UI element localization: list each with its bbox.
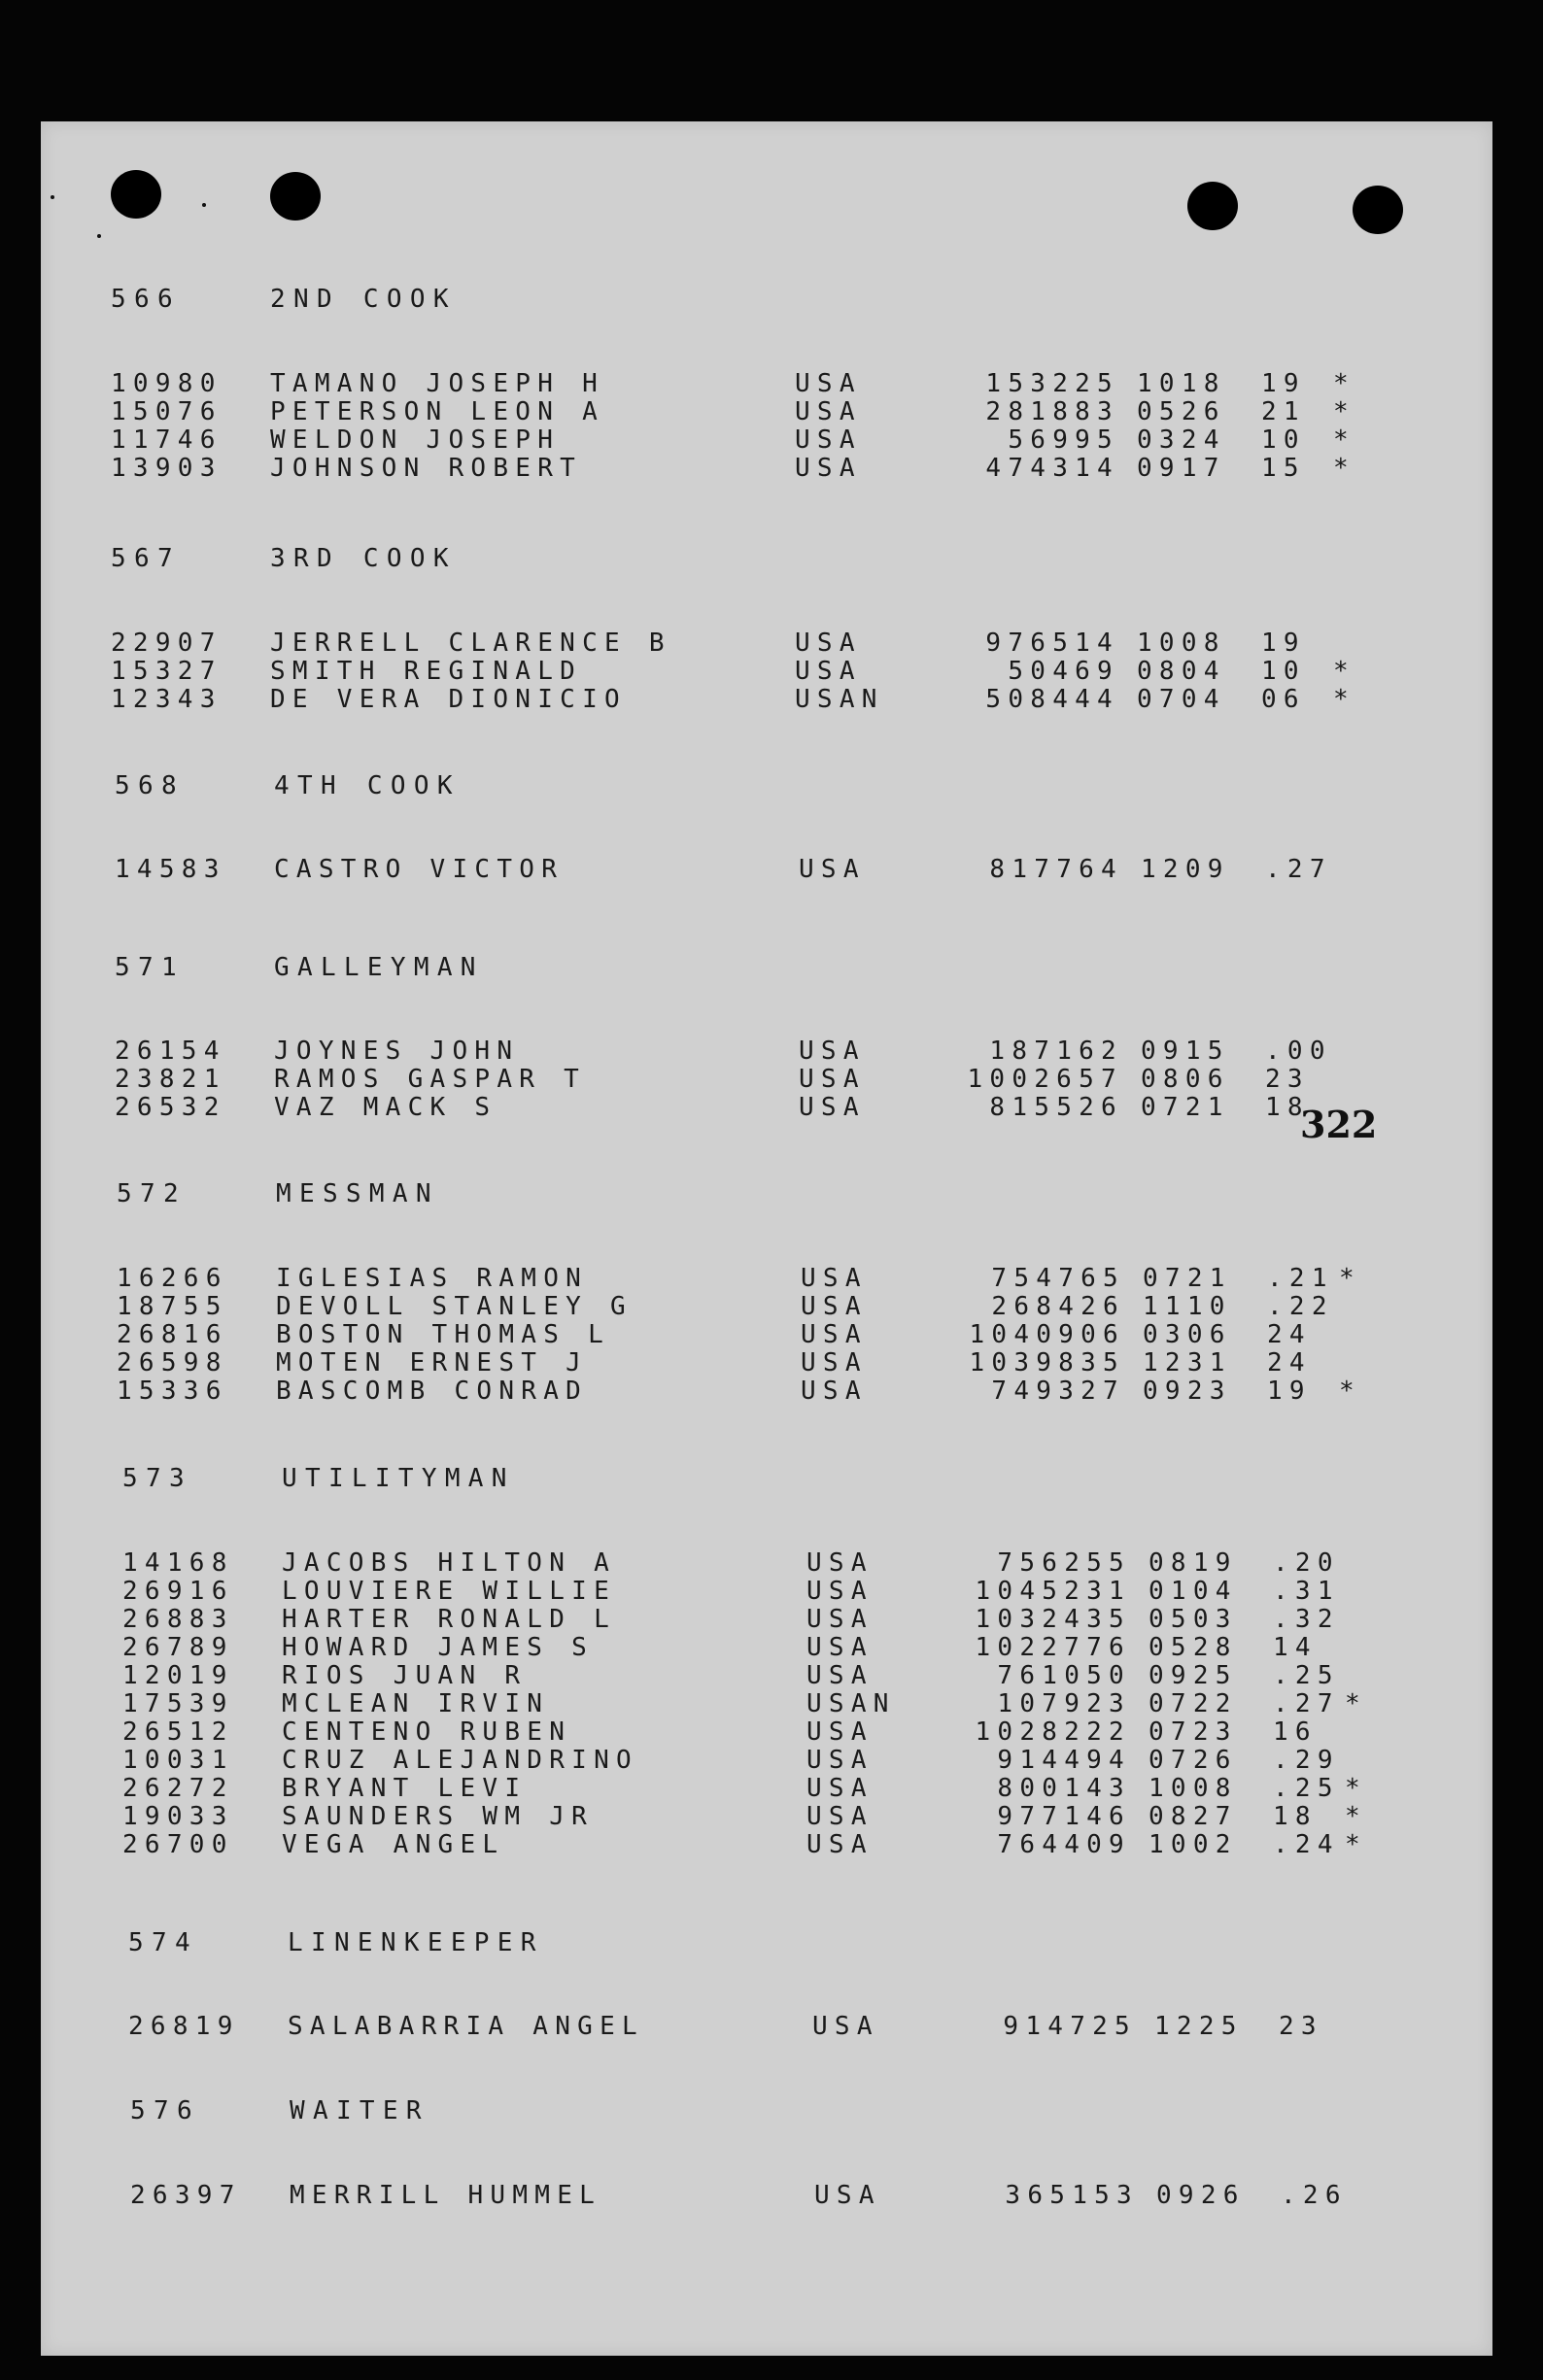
- crew-id: 26532: [115, 1093, 226, 1122]
- section-code: 571: [115, 953, 185, 982]
- crew-name: MERRILL HUMMEL: [290, 2181, 602, 2210]
- crew-row: [52, 1830, 1504, 1859]
- crew-name: PETERSON LEON A: [270, 397, 604, 426]
- crew-row: [47, 1377, 1498, 1406]
- crew-flag: *: [1345, 1802, 1367, 1831]
- crew-id: 19033: [122, 1802, 234, 1831]
- crew-rate: 21: [1261, 397, 1306, 426]
- crew-number: 1022776: [975, 1633, 1131, 1662]
- crew-nationality: USA: [801, 1377, 868, 1406]
- crew-row: [52, 1577, 1504, 1606]
- crew-rate: .22: [1267, 1292, 1334, 1321]
- crew-rate: .29: [1273, 1746, 1340, 1775]
- crew-number: 756255: [997, 1548, 1131, 1578]
- crew-number: 56995: [1008, 425, 1119, 455]
- crew-number: 1039835: [969, 1348, 1125, 1377]
- crew-name: MOTEN ERNEST J: [276, 1348, 589, 1377]
- crew-row: [47, 1264, 1498, 1293]
- crew-nationality: USA: [795, 397, 862, 426]
- crew-name: CENTENO RUBEN: [282, 1717, 572, 1747]
- crew-rate: .32: [1273, 1605, 1340, 1634]
- crew-flag: *: [1339, 1377, 1361, 1406]
- crew-id: 23821: [115, 1065, 226, 1094]
- crew-number: 281883: [985, 397, 1119, 426]
- crew-date: 0926: [1156, 2181, 1246, 2210]
- crew-name: BOSTON THOMAS L: [276, 1320, 610, 1349]
- crew-name: JOHNSON ROBERT: [270, 454, 583, 483]
- crew-date: 0827: [1149, 1802, 1238, 1831]
- section-header: [60, 2096, 1512, 2125]
- crew-rate: 19: [1261, 629, 1306, 658]
- crew-name: RAMOS GASPAR T: [274, 1065, 587, 1094]
- crew-nationality: USA: [814, 2181, 881, 2210]
- crew-rate: .26: [1281, 2181, 1348, 2210]
- crew-date: 0726: [1149, 1746, 1238, 1775]
- crew-name: WELDON JOSEPH: [270, 425, 561, 455]
- crew-name: SALABARRIA ANGEL: [288, 2012, 644, 2041]
- crew-date: 0704: [1137, 685, 1226, 714]
- crew-id: 26883: [122, 1605, 234, 1634]
- crew-number: 1045231: [975, 1577, 1131, 1606]
- crew-row: [58, 2012, 1510, 2041]
- crew-rate: 23: [1265, 1065, 1310, 1094]
- crew-rate: 06: [1261, 685, 1306, 714]
- crew-row: [45, 1093, 1496, 1122]
- crew-nationality: USA: [806, 1717, 874, 1747]
- crew-nationality: USA: [812, 2012, 879, 2041]
- crew-number: 1040906: [969, 1320, 1125, 1349]
- crew-row: [45, 1065, 1496, 1094]
- crew-nationality: USA: [806, 1661, 874, 1690]
- crew-name: BRYANT LEVI: [282, 1774, 528, 1803]
- crew-id: 26916: [122, 1577, 234, 1606]
- crew-number: 1032435: [975, 1605, 1131, 1634]
- crew-number: 107923: [997, 1689, 1131, 1718]
- crew-nationality: USAN: [795, 685, 884, 714]
- crew-name: DE VERA DIONICIO: [270, 685, 627, 714]
- crew-date: 1018: [1137, 369, 1226, 398]
- crew-date: 0915: [1141, 1037, 1230, 1066]
- crew-name: DEVOLL STANLEY G: [276, 1292, 633, 1321]
- crew-name: SMITH REGINALD: [270, 657, 583, 686]
- crew-number: 914725: [1003, 2012, 1137, 2041]
- section-code: 568: [115, 771, 185, 800]
- crew-number: 754765: [991, 1264, 1125, 1293]
- crew-name: CRUZ ALEJANDRINO: [282, 1746, 638, 1775]
- crew-name: VEGA ANGEL: [282, 1830, 505, 1859]
- crew-row: [52, 1689, 1504, 1718]
- crew-row: [45, 1037, 1496, 1066]
- crew-name: IGLESIAS RAMON: [276, 1264, 589, 1293]
- crew-nationality: USA: [799, 855, 866, 884]
- crew-flag: *: [1333, 454, 1355, 483]
- crew-nationality: USA: [801, 1348, 868, 1377]
- crew-rate: 14: [1273, 1633, 1318, 1662]
- crew-rate: 24: [1267, 1320, 1312, 1349]
- crew-rate: 18: [1273, 1802, 1318, 1831]
- crew-name: VAZ MACK S: [274, 1093, 497, 1122]
- crew-flag: *: [1345, 1830, 1367, 1859]
- crew-name: JACOBS HILTON A: [282, 1548, 616, 1578]
- crew-nationality: USA: [806, 1548, 874, 1578]
- section-header: [45, 953, 1496, 982]
- crew-number: 977146: [997, 1802, 1131, 1831]
- crew-rate: .25: [1273, 1661, 1340, 1690]
- crew-row: [41, 629, 1492, 658]
- crew-nationality: USA: [801, 1320, 868, 1349]
- crew-row: [52, 1661, 1504, 1690]
- crew-number: 800143: [997, 1774, 1131, 1803]
- crew-date: 0528: [1149, 1633, 1238, 1662]
- crew-name: SAUNDERS WM JR: [282, 1802, 595, 1831]
- crew-date: 0804: [1137, 657, 1226, 686]
- crew-row: [45, 855, 1496, 884]
- section-header: [41, 544, 1492, 573]
- crew-id: 17539: [122, 1689, 234, 1718]
- crew-flag: *: [1333, 425, 1355, 455]
- crew-nationality: USA: [806, 1746, 874, 1775]
- crew-id: 14168: [122, 1548, 234, 1578]
- crew-id: 26272: [122, 1774, 234, 1803]
- crew-listing: [41, 121, 1492, 2356]
- crew-name: JERRELL CLARENCE B: [270, 629, 671, 658]
- crew-name: LOUVIERE WILLIE: [282, 1577, 616, 1606]
- crew-date: 0723: [1149, 1717, 1238, 1747]
- crew-row: [47, 1348, 1498, 1377]
- crew-id: 26154: [115, 1037, 226, 1066]
- section-header: [52, 1464, 1504, 1493]
- crew-number: 914494: [997, 1746, 1131, 1775]
- section-code: 574: [128, 1928, 198, 1957]
- crew-date: 0503: [1149, 1605, 1238, 1634]
- crew-rate: 19: [1267, 1377, 1312, 1406]
- crew-row: [47, 1292, 1498, 1321]
- crew-rate: .20: [1273, 1548, 1340, 1578]
- crew-rate: .21: [1267, 1264, 1334, 1293]
- crew-name: HARTER RONALD L: [282, 1605, 616, 1634]
- section-code: 567: [111, 544, 181, 573]
- crew-name: HOWARD JAMES S: [282, 1633, 595, 1662]
- crew-name: CASTRO VICTOR: [274, 855, 565, 884]
- crew-date: 0324: [1137, 425, 1226, 455]
- section-title: WAITER: [290, 2096, 429, 2125]
- crew-id: 13903: [111, 454, 223, 483]
- section-code: 572: [117, 1179, 187, 1208]
- crew-date: 0722: [1149, 1689, 1238, 1718]
- section-code: 566: [111, 285, 181, 314]
- crew-number: 764409: [997, 1830, 1131, 1859]
- crew-date: 0925: [1149, 1661, 1238, 1690]
- crew-id: 15076: [111, 397, 223, 426]
- crew-nationality: USA: [801, 1264, 868, 1293]
- crew-row: [41, 425, 1492, 455]
- crew-rate: 16: [1273, 1717, 1318, 1747]
- crew-nationality: USA: [795, 629, 862, 658]
- section-title: 3RD COOK: [270, 544, 457, 573]
- listing-sheet: [41, 121, 1492, 2356]
- section-header: [45, 771, 1496, 800]
- crew-flag: *: [1345, 1774, 1367, 1803]
- section-header: [58, 1928, 1510, 1957]
- crew-date: 1225: [1154, 2012, 1244, 2041]
- crew-nationality: USA: [795, 657, 862, 686]
- crew-flag: *: [1333, 369, 1355, 398]
- section-title: GALLEYMAN: [274, 953, 484, 982]
- crew-nationality: USA: [795, 369, 862, 398]
- crew-rate: 24: [1267, 1348, 1312, 1377]
- crew-date: 0721: [1143, 1264, 1232, 1293]
- crew-id: 12019: [122, 1661, 234, 1690]
- crew-id: 26598: [117, 1348, 228, 1377]
- crew-name: BASCOMB CONRAD: [276, 1377, 589, 1406]
- crew-date: 1002: [1149, 1830, 1238, 1859]
- crew-number: 474314: [985, 454, 1119, 483]
- crew-name: JOYNES JOHN: [274, 1037, 520, 1066]
- crew-date: 0917: [1137, 454, 1226, 483]
- crew-id: 15327: [111, 657, 223, 686]
- crew-date: 0806: [1141, 1065, 1230, 1094]
- crew-rate: 18: [1265, 1093, 1310, 1122]
- crew-row: [41, 454, 1492, 483]
- crew-flag: *: [1339, 1264, 1361, 1293]
- crew-row: [52, 1605, 1504, 1634]
- crew-id: 26819: [128, 2012, 240, 2041]
- crew-rate: .24: [1273, 1830, 1340, 1859]
- crew-id: 18755: [117, 1292, 228, 1321]
- crew-number: 976514: [985, 629, 1119, 658]
- crew-nationality: USA: [806, 1802, 874, 1831]
- crew-id: 16266: [117, 1264, 228, 1293]
- crew-date: 0923: [1143, 1377, 1232, 1406]
- crew-number: 187162: [989, 1037, 1123, 1066]
- crew-id: 15336: [117, 1377, 228, 1406]
- crew-date: 0819: [1149, 1548, 1238, 1578]
- section-code: 573: [122, 1464, 192, 1493]
- crew-nationality: USAN: [806, 1689, 896, 1718]
- crew-rate: 19: [1261, 369, 1306, 398]
- crew-row: [52, 1774, 1504, 1803]
- section-header: [47, 1179, 1498, 1208]
- section-title: LINENKEEPER: [288, 1928, 544, 1957]
- crew-name: MCLEAN IRVIN: [282, 1689, 550, 1718]
- crew-id: 26789: [122, 1633, 234, 1662]
- crew-row: [52, 1746, 1504, 1775]
- crew-nationality: USA: [799, 1065, 866, 1094]
- crew-name: RIOS JUAN R: [282, 1661, 528, 1690]
- crew-date: 0104: [1149, 1577, 1238, 1606]
- crew-name: TAMANO JOSEPH H: [270, 369, 604, 398]
- crew-id: 26816: [117, 1320, 228, 1349]
- crew-date: 1209: [1141, 855, 1230, 884]
- crew-row: [52, 1717, 1504, 1747]
- crew-row: [41, 369, 1492, 398]
- section-title: 4TH COOK: [274, 771, 461, 800]
- section-header: [41, 285, 1492, 314]
- crew-nationality: USA: [795, 425, 862, 455]
- crew-flag: *: [1333, 657, 1355, 686]
- crew-nationality: USA: [806, 1774, 874, 1803]
- crew-flag: *: [1345, 1689, 1367, 1718]
- section-title: UTILITYMAN: [282, 1464, 515, 1493]
- crew-number: 50469: [1008, 657, 1119, 686]
- crew-id: 26700: [122, 1830, 234, 1859]
- crew-nationality: USA: [806, 1577, 874, 1606]
- crew-id: 10031: [122, 1746, 234, 1775]
- crew-rate: 23: [1279, 2012, 1323, 2041]
- crew-rate: 15: [1261, 454, 1306, 483]
- crew-nationality: USA: [799, 1093, 866, 1122]
- crew-rate: .00: [1265, 1037, 1332, 1066]
- crew-nationality: USA: [799, 1037, 866, 1066]
- crew-rate: .27: [1265, 855, 1332, 884]
- section-code: 576: [130, 2096, 200, 2125]
- crew-row: [52, 1633, 1504, 1662]
- crew-id: 22907: [111, 629, 223, 658]
- crew-number: 268426: [991, 1292, 1125, 1321]
- crew-rate: 10: [1261, 425, 1306, 455]
- crew-rate: .27: [1273, 1689, 1340, 1718]
- crew-id: 10980: [111, 369, 223, 398]
- crew-row: [60, 2181, 1512, 2210]
- page-number-stamp: 322: [1300, 1103, 1378, 1146]
- crew-nationality: USA: [795, 454, 862, 483]
- crew-rate: .25: [1273, 1774, 1340, 1803]
- crew-id: 12343: [111, 685, 223, 714]
- crew-number: 1002657: [967, 1065, 1123, 1094]
- crew-row: [41, 397, 1492, 426]
- crew-number: 153225: [985, 369, 1119, 398]
- crew-number: 761050: [997, 1661, 1131, 1690]
- crew-nationality: USA: [806, 1633, 874, 1662]
- crew-flag: *: [1333, 685, 1355, 714]
- crew-date: 1008: [1137, 629, 1226, 658]
- crew-number: 815526: [989, 1093, 1123, 1122]
- crew-date: 0721: [1141, 1093, 1230, 1122]
- crew-number: 1028222: [975, 1717, 1131, 1747]
- crew-date: 1110: [1143, 1292, 1232, 1321]
- section-title: 2ND COOK: [270, 285, 457, 314]
- crew-row: [41, 685, 1492, 714]
- crew-number: 365153: [1005, 2181, 1139, 2210]
- crew-flag: *: [1333, 397, 1355, 426]
- crew-id: 26397: [130, 2181, 242, 2210]
- crew-number: 508444: [985, 685, 1119, 714]
- crew-date: 1231: [1143, 1348, 1232, 1377]
- section-title: MESSMAN: [276, 1179, 439, 1208]
- crew-nationality: USA: [806, 1830, 874, 1859]
- crew-row: [47, 1320, 1498, 1349]
- crew-id: 14583: [115, 855, 226, 884]
- crew-date: 0526: [1137, 397, 1226, 426]
- crew-nationality: USA: [806, 1605, 874, 1634]
- crew-date: 1008: [1149, 1774, 1238, 1803]
- crew-row: [52, 1802, 1504, 1831]
- crew-date: 0306: [1143, 1320, 1232, 1349]
- crew-id: 26512: [122, 1717, 234, 1747]
- crew-nationality: USA: [801, 1292, 868, 1321]
- crew-number: 817764: [989, 855, 1123, 884]
- crew-rate: 10: [1261, 657, 1306, 686]
- crew-row: [52, 1548, 1504, 1578]
- crew-id: 11746: [111, 425, 223, 455]
- crew-row: [41, 657, 1492, 686]
- crew-number: 749327: [991, 1377, 1125, 1406]
- crew-rate: .31: [1273, 1577, 1340, 1606]
